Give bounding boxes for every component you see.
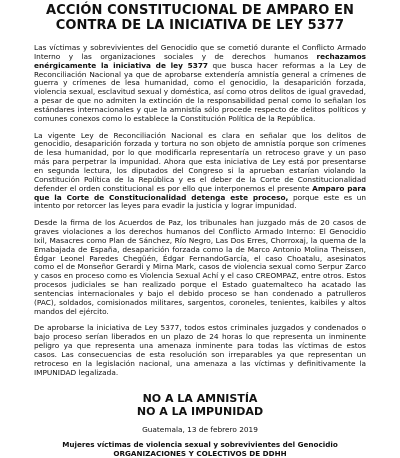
slogan-no-impunidad: NO A LA IMPUNIDAD bbox=[136, 404, 264, 418]
paragraph-1-run-3: que busca hacer reformas a la Ley de Reconciliación Nacional ya que de aprobarse extendería amnistía general a crímenes de guerra y crímenes de lesa humanidad, como el genocidio, la desaparición forzada, violencia sexual, esclavitud sexual y doméstica, así como otros delitos de igual gravedad, a pesar de que no admiten la extinción de la responsabilidad penal como lo señalan los estándares internacionales y que la amnistía sólo procede respecto de delitos políticos y comunes conexos como lo establece la Constitución Política de la República. bbox=[34, 60, 366, 123]
signature-line-2: ORGANIZACIONES Y COLECTIVOS DE DDHH bbox=[113, 448, 287, 458]
slogan-no-amnistia: NO A LA AMNISTÍA bbox=[142, 391, 258, 405]
paragraph-2-bold-run: Amparo para que la Corte de Constitucionalidad detenga este proceso, bbox=[34, 183, 367, 202]
paragraph-2-run-1: La vigente Ley de Reconciliación Nacional es clara en señalar que los delitos de genocidio, desaparición forzada y tortura no son objeto de amnistía porque son crímenes de lesa humanidad, por lo que modificarla representaría un retroceso grave y un paso más para perpetrar la impunidad. Ahora que esta iniciativa de Ley está por presentarse en segunda lectura, los diputados del Congreso si la aprueban estarían violando la Constitución Política de la República y es el deber de la Corte de Constitucionalidad defender el orden constitucional es por ello que interponemos el presente bbox=[34, 130, 366, 193]
slogans bbox=[34, 392, 366, 418]
paragraph-1 bbox=[34, 44, 366, 124]
signature-block bbox=[34, 440, 366, 458]
paragraph-3 bbox=[34, 219, 366, 316]
paragraph-1-run-1: Las víctimas y sobrevivientes del Genocidio que se cometió durante el Conflicto Armado Interno y las organizaciones sociales y de derechos humanos bbox=[34, 43, 366, 61]
paragraph-2-run-3: porque este es un intento por retorcer las leyes para evadir la justicia y lograr impunidad. bbox=[34, 192, 367, 211]
document-title bbox=[34, 3, 366, 33]
paragraph-4 bbox=[34, 324, 366, 377]
document-date: Guatemala, 13 de febrero 2019 bbox=[142, 424, 258, 434]
signature-line-1: Mujeres víctimas de violencia sexual y sobrevivientes del Genocidio bbox=[62, 439, 338, 449]
paragraph-4-run-1: De aprobarse la iniciativa de Ley 5377, todos estos criminales juzgados y condenados o bajo proceso serían liberados en un plazo de 24 horas lo que representa un inminente peligro ya que representa una amenaza inminente para todas las víctimas de estos casos. Las consecuencias de esta resolución son irreparables ya que representan un retroceso en la legislación nacional, una amenaza a las víctimas y definitivamente la IMPUNIDAD legalizada. bbox=[34, 323, 366, 377]
paragraph-1-bold-run: rechazamos enérgicamente la iniciativa de ley 5377 bbox=[34, 51, 366, 70]
title-line-2: CONTRA DE LA INICIATIVA DE LEY 5377 bbox=[55, 18, 345, 33]
paragraph-3-run-1: Desde la firma de los Acuerdos de Paz, los tribunales han juzgado más de 20 casos de graves violaciones a los derechos humanos del Conflicto Armado Interno: El Genocidio Ixil, Masacres como Plan de Sánchez, Río Negro, Las Dos Erres, Chorroxaj, la quema de la Emabajada de España, desaparición forzada como la de Marco Antonio Molina Theissen, Édgar Leonel Paredes Chegüén, Édgar FernandoGarcía, el caso Choatalu, asesinatos como el de Monseñor Gerardi y Mirna Mark, casos de violencia sexual como Serpur Zarco y casos en proceso como es Violencia Sexual Achí y el caso CREOMPAZ, entre otros. Estos procesos judiciales se han realizado porque el Estado guatemalteco ha acatado las sentencias internacionales y bajo el debido proceso se han condenado a patrulleros (PAC), soldados, comisionados militares, sargentos, coroneles, tenientes, kaibiles y altos mandos del ejército. bbox=[34, 218, 366, 316]
title-line-1: ACCIÓN CONSTITUCIONAL DE AMPARO EN bbox=[46, 3, 354, 18]
paragraph-2 bbox=[34, 132, 366, 212]
document-page bbox=[0, 3, 400, 458]
